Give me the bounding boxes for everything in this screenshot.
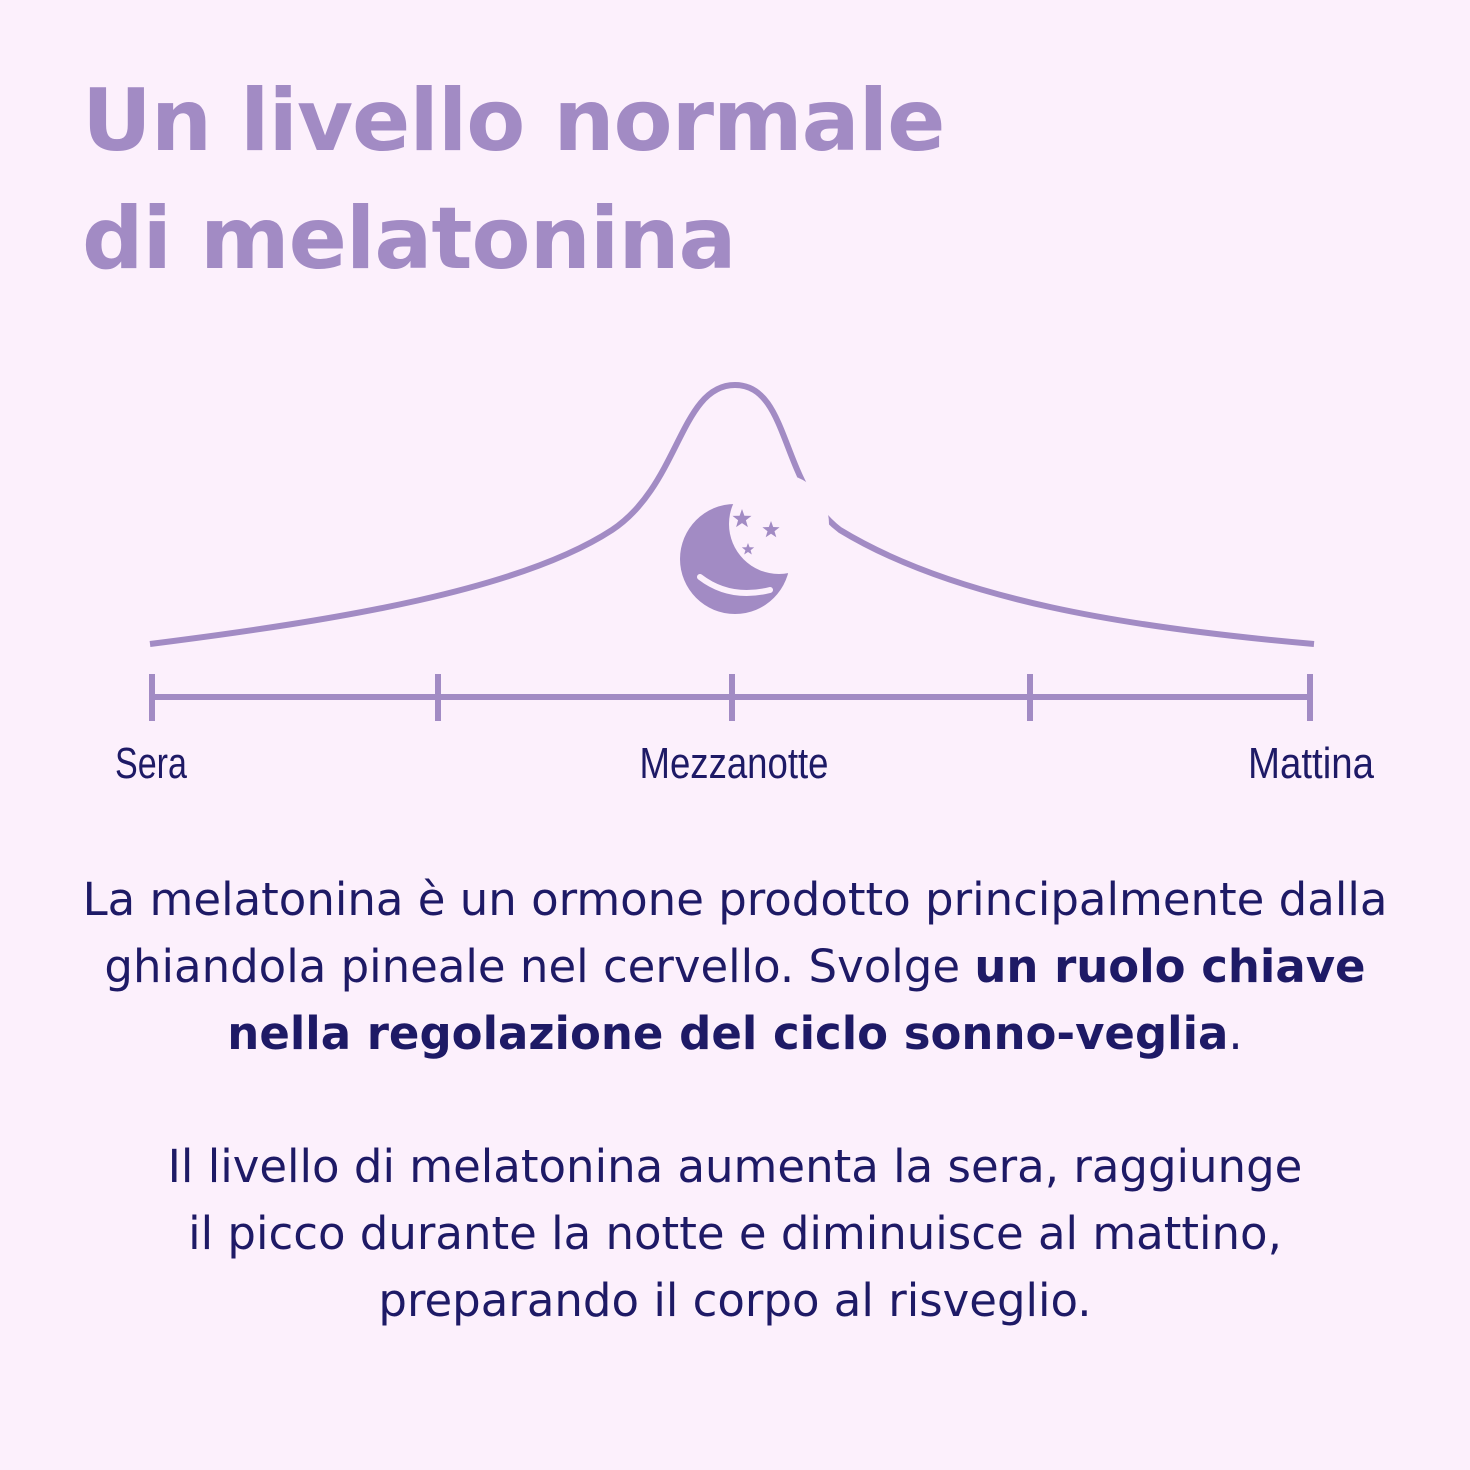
title-line-2: di melatonina (82, 189, 736, 289)
title-line-1: Un livello normale (82, 71, 945, 171)
intro-bold-text: un ruolo chiave nella regolazione del ciclo sonno-veglia (227, 940, 1366, 1060)
cycle-line-1: Il livello di melatonina aumenta la sera, raggiunge (167, 1140, 1303, 1193)
intro-paragraph (60, 866, 1410, 1067)
x-tick-label-mattina: Mattina (1248, 739, 1375, 788)
cycle-line-2: il picco durante la notte e diminuisce al mattino, (188, 1207, 1282, 1260)
page-title (82, 62, 1082, 298)
intro-text: La melatonina è un ormone prodotto principalmente dalla ghiandola pineale nel cervello. Svolge (82, 873, 1388, 993)
cycle-paragraph (60, 1133, 1410, 1334)
time-axis (115, 674, 1374, 788)
intro-end: . (1228, 1007, 1243, 1060)
moon-stars-icon (680, 474, 829, 614)
cycle-line-3: preparando il corpo al risveglio. (378, 1274, 1092, 1327)
x-tick-label-sera: Sera (115, 739, 188, 788)
x-tick-label-mezzanotte: Mezzanotte (639, 739, 829, 788)
melatonin-chart (0, 360, 1470, 800)
